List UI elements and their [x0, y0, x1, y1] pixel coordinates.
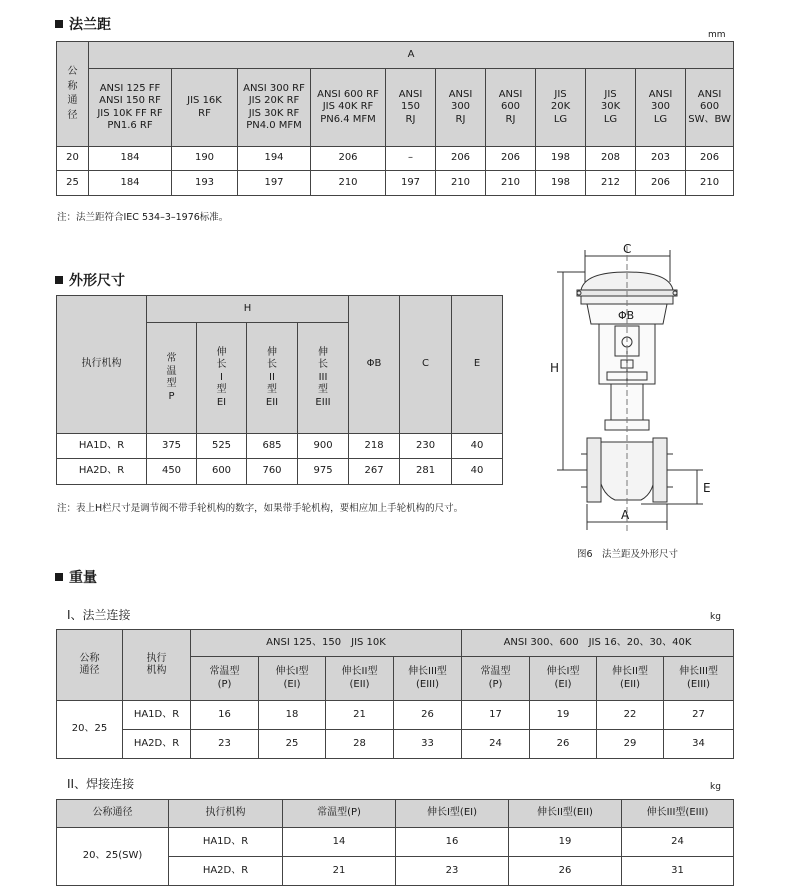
ww-col-header: 伸长II型(EII) — [509, 800, 622, 828]
weight-flanged-unit: kg — [710, 612, 721, 622]
flange-cell: 193 — [172, 171, 238, 196]
flange-cell: 184 — [89, 171, 172, 196]
bullet-square-icon — [55, 573, 63, 581]
dim-cell: 375 — [147, 434, 197, 459]
dim-cell: 230 — [400, 434, 452, 459]
wf-cell: 23 — [191, 730, 259, 759]
flange-cell: 210 — [686, 171, 734, 196]
dim-cell: 525 — [197, 434, 247, 459]
dim-cell: 281 — [400, 459, 452, 485]
dim-cell: 218 — [349, 434, 400, 459]
fig-label-e: E — [703, 481, 711, 495]
weight-welded-subtitle: II、焊接连接 — [67, 777, 135, 791]
dim-cell: 900 — [298, 434, 349, 459]
dim-cell: 40 — [452, 459, 503, 485]
flange-col-header: ANSI 600 RJ — [486, 69, 536, 147]
wf-cell: 28 — [326, 730, 394, 759]
wf-size: 20、25 — [57, 701, 123, 759]
ww-cell: 26 — [509, 857, 622, 886]
wf-col-header: 伸长III型 (EIII) — [664, 657, 734, 701]
flange-table — [56, 41, 734, 196]
flange-col-header: ANSI 300 LG — [636, 69, 686, 147]
wf-actuator-header — [123, 630, 191, 701]
flange-col-header: ANSI 300 RF JIS 20K RF JIS 30K RF PN4.0 MFM — [238, 69, 311, 147]
flange-cell: 197 — [238, 171, 311, 196]
figure-caption: 图6 法兰距及外形尺寸 — [577, 549, 679, 560]
bullet-square-icon — [55, 276, 63, 284]
dimensions-note: 注：表上H栏尺寸是调节阀不带手轮机构的数字，如果带手轮机构，要相应加上手轮机构的尺寸。 — [57, 503, 464, 514]
dim-cell: 685 — [247, 434, 298, 459]
bullet-square-icon — [55, 20, 63, 28]
wf-col-header: 伸长I型 (EI) — [259, 657, 326, 701]
dim-cell: 450 — [147, 459, 197, 485]
flange-row-size: 20 — [57, 147, 89, 171]
wf-cell: 16 — [191, 701, 259, 730]
ww-col-header: 公称通径 — [57, 800, 169, 828]
flange-cell: 198 — [536, 171, 586, 196]
wf-cell: 19 — [530, 701, 597, 730]
flange-col-header: ANSI 150 RJ — [386, 69, 436, 147]
dim-h-col-header: 伸 长 III 型 EIII — [298, 323, 349, 434]
wf-cell: 17 — [462, 701, 530, 730]
flange-cell: 203 — [636, 147, 686, 171]
wf-cell: 21 — [326, 701, 394, 730]
fig-label-phib: ΦB — [618, 309, 635, 322]
wf-group2-header: ANSI 300、600 JIS 16、20、30、40K — [462, 630, 734, 657]
dim-cell: 267 — [349, 459, 400, 485]
wf-group1-header: ANSI 125、150 JIS 10K — [191, 630, 462, 657]
flange-col-header: ANSI 600 RF JIS 40K RF PN6.4 MFM — [311, 69, 386, 147]
flange-cell: 198 — [536, 147, 586, 171]
dim-cell: 600 — [197, 459, 247, 485]
flange-nominal-header — [57, 42, 89, 147]
flange-cell: 208 — [586, 147, 636, 171]
dim-h-header: H — [147, 296, 349, 323]
dim-h-col-header: 伸 长 II 型 EII — [247, 323, 298, 434]
dim-h-col-header: 常 温 型 P — [147, 323, 197, 434]
dim-row-actuator: HA1D、R — [57, 434, 147, 459]
flange-col-header: JIS 30K LG — [586, 69, 636, 147]
weight-flanged-table — [56, 629, 734, 759]
ww-col-header: 执行机构 — [169, 800, 283, 828]
ww-cell: 14 — [283, 828, 396, 857]
dim-c-header: C — [400, 296, 452, 434]
wf-col-header: 伸长I型 (EI) — [530, 657, 597, 701]
fig-label-a: A — [621, 508, 630, 522]
ww-col-header: 伸长I型(EI) — [396, 800, 509, 828]
section-title-dimensions — [55, 270, 125, 290]
flange-cell: 206 — [636, 171, 686, 196]
flange-cell: 206 — [436, 147, 486, 171]
flange-col-header: JIS 16K RF — [172, 69, 238, 147]
section-title-flange — [55, 14, 111, 34]
wf-cell: 24 — [462, 730, 530, 759]
flange-cell: 197 — [386, 171, 436, 196]
flange-cell: 206 — [486, 147, 536, 171]
flange-col-header: ANSI 125 FF ANSI 150 RF JIS 10K FF RF PN1.6 RF — [89, 69, 172, 147]
valve-drawing — [545, 242, 745, 542]
flange-cell: – — [386, 147, 436, 171]
wf-cell: 25 — [259, 730, 326, 759]
ww-size: 20、25(SW) — [57, 828, 169, 886]
section-title-weight-text: 重量 — [69, 570, 97, 586]
section-title-weight — [55, 567, 97, 587]
wf-cell: 27 — [664, 701, 734, 730]
flange-unit: mm — [708, 30, 726, 40]
wf-cell: 18 — [259, 701, 326, 730]
ww-col-header: 常温型(P) — [283, 800, 396, 828]
flange-a-header: A — [89, 42, 734, 69]
flange-cell: 206 — [686, 147, 734, 171]
section-title-flange-text: 法兰距 — [69, 17, 111, 33]
fig-label-c: C — [623, 242, 632, 256]
wf-row-actuator: HA2D、R — [123, 730, 191, 759]
weight-welded-unit: kg — [710, 782, 721, 792]
wf-cell: 29 — [597, 730, 664, 759]
flange-cell: 212 — [586, 171, 636, 196]
ww-col-header: 伸长III型(EIII) — [622, 800, 734, 828]
weight-flanged-subtitle: I、法兰连接 — [67, 608, 131, 622]
flange-col-header: ANSI 600 SW、BW — [686, 69, 734, 147]
dim-actuator-header: 执行机构 — [57, 296, 147, 434]
dim-e-header: E — [452, 296, 503, 434]
dimensions-table — [56, 295, 503, 485]
flange-cell: 210 — [486, 171, 536, 196]
dim-h-col-header: 伸 长 I 型 EI — [197, 323, 247, 434]
flange-col-header: JIS 20K LG — [536, 69, 586, 147]
wf-actuator-label: 执行 机构 — [146, 652, 167, 676]
flange-cell: 206 — [311, 147, 386, 171]
wf-cell: 34 — [664, 730, 734, 759]
dim-cell: 40 — [452, 434, 503, 459]
dim-phib-header: ΦB — [349, 296, 400, 434]
ww-cell: 19 — [509, 828, 622, 857]
section-title-dimensions-text: 外形尺寸 — [69, 273, 125, 289]
flange-cell: 184 — [89, 147, 172, 171]
dim-row-actuator: HA2D、R — [57, 459, 147, 485]
fig-label-h: H — [550, 361, 560, 375]
wf-col-header: 常温型 (P) — [462, 657, 530, 701]
ww-cell: 31 — [622, 857, 734, 886]
flange-cell: 210 — [436, 171, 486, 196]
dim-cell: 975 — [298, 459, 349, 485]
wf-col-header: 伸长II型 (EII) — [326, 657, 394, 701]
wf-col-header: 常温型 (P) — [191, 657, 259, 701]
ww-row-actuator: HA2D、R — [169, 857, 283, 886]
wf-row-actuator: HA1D、R — [123, 701, 191, 730]
ww-cell: 24 — [622, 828, 734, 857]
ww-row-actuator: HA1D、R — [169, 828, 283, 857]
flange-cell: 210 — [311, 171, 386, 196]
wf-cell: 22 — [597, 701, 664, 730]
wf-col-header: 伸长III型 (EIII) — [394, 657, 462, 701]
ww-cell: 16 — [396, 828, 509, 857]
wf-cell: 26 — [530, 730, 597, 759]
flange-nominal-label: 公 称 通 径 — [67, 66, 78, 121]
flange-cell: 194 — [238, 147, 311, 171]
weight-welded-table — [56, 799, 734, 886]
flange-cell: 190 — [172, 147, 238, 171]
ww-cell: 21 — [283, 857, 396, 886]
dim-cell: 760 — [247, 459, 298, 485]
flange-col-header: ANSI 300 RJ — [436, 69, 486, 147]
wf-nominal-label: 公称 通径 — [79, 652, 100, 676]
wf-cell: 33 — [394, 730, 462, 759]
flange-row-size: 25 — [57, 171, 89, 196]
ww-cell: 23 — [396, 857, 509, 886]
wf-nominal-header — [57, 630, 123, 701]
wf-col-header: 伸长II型 (EII) — [597, 657, 664, 701]
flange-note: 注：法兰距符合IEC 534–3–1976标准。 — [57, 212, 229, 223]
wf-cell: 26 — [394, 701, 462, 730]
